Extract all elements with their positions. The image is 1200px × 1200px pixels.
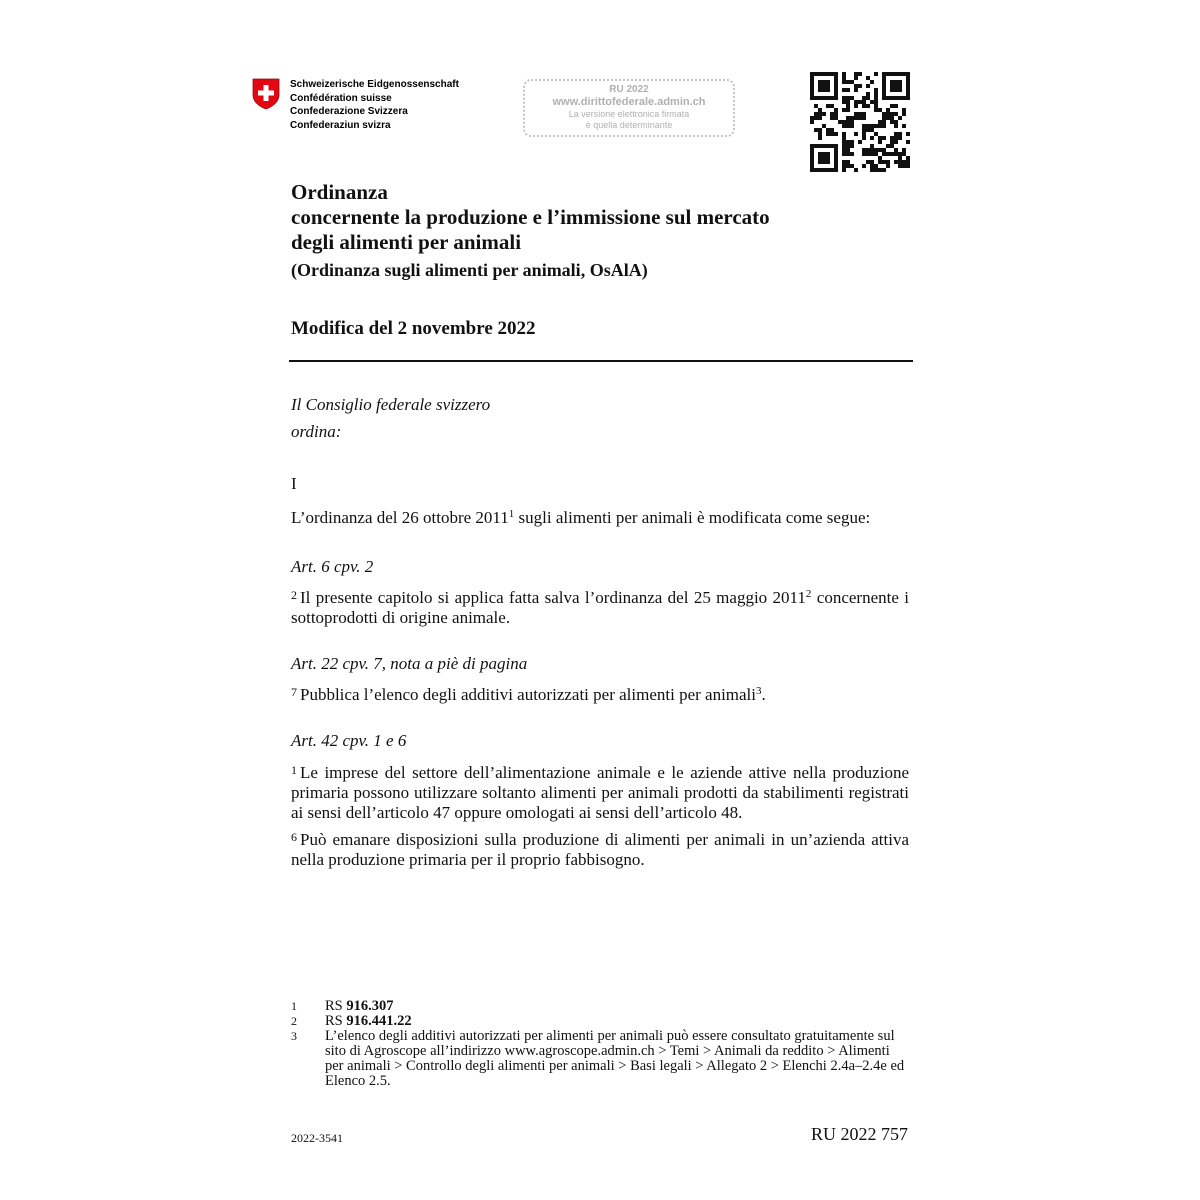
footnote-3 — [291, 1029, 911, 1089]
confederation-name-rm: Confederaziun svizra — [290, 119, 391, 131]
stamp-line-4: è quella determinante — [585, 120, 673, 130]
footnote-ref-2[interactable]: 2 — [805, 588, 812, 600]
stamp-line-2: www.dirittofederale.admin.ch — [552, 96, 706, 108]
paragraph-text: Il presente capitolo si applica fatta salva l’ordinanza del 25 maggio 2011 — [300, 588, 806, 607]
ordinance-title — [291, 180, 931, 255]
confederation-name-it: Confederazione Svizzera — [290, 106, 408, 117]
footnote-2 — [291, 1014, 911, 1029]
footnote-text — [325, 999, 911, 1014]
confederation-name-de: Schweizerische Eidgenossenschaft — [290, 79, 459, 90]
footnote-ref-3[interactable]: 3 — [756, 685, 762, 697]
official-publication-stamp — [523, 79, 735, 137]
paragraph-text: Le imprese del settore dell’alimentazione animale e le aziende attive nella produzione primaria possono utilizzare soltanto alimenti per animali prodotti da stabilimenti registrati ai sensi dell’articolo 47 oppure omologati ai sensi dell’articolo 48. — [291, 763, 909, 822]
document-number: 2022-3541 — [291, 1131, 343, 1145]
title-line-3: degli alimenti per animali — [291, 230, 522, 254]
footnote-ref-number: 916.441.22 — [346, 1013, 412, 1029]
article-42-paragraph-6 — [291, 827, 909, 870]
article-6-paragraph — [291, 585, 909, 628]
footnote-text — [325, 1014, 911, 1029]
paragraph-text-end: concernente i sottoprodotti di origine animale. — [291, 588, 909, 627]
paragraph-text: Pubblica l’elenco degli additivi autorizzati per alimenti per animali — [300, 685, 757, 704]
preamble — [291, 391, 490, 445]
paragraph-number: 6 — [291, 830, 297, 844]
article-heading-22: Art. 22 cpv. 7, nota a piè di pagina — [291, 654, 528, 673]
qr-code-icon — [810, 72, 910, 172]
short-title: (Ordinanza sugli alimenti per animali, OsAlA) — [291, 260, 648, 280]
amendment-date: Modifica del 2 novembre 2022 — [291, 318, 536, 339]
article-22-paragraph — [291, 682, 909, 705]
footnote-number: 1 — [291, 999, 297, 1013]
section-lead-text-end: sugli alimenti per animali è modificata come segue: — [514, 508, 871, 527]
footnote-number: 2 — [291, 1014, 297, 1028]
footnote-prefix: RS — [325, 1013, 347, 1029]
article-42-paragraph-1 — [291, 760, 909, 823]
footnote-text: L’elenco degli additivi autorizzati per alimenti per animali può essere consultato gratuitamente sul sito di Agroscope all’indirizzo www.agroscope.admin.ch > Temi > Animali da reddito > Alimenti per animali > Controllo degli alimenti per animali > Basi legali > Allegato 2 > Elenchi 2.4a–2.4e ed Elenco 2.5. — [325, 1028, 905, 1089]
confederation-name-fr: Confédération suisse — [290, 92, 392, 104]
title-divider — [289, 360, 913, 362]
footnote-1 — [291, 999, 911, 1014]
title-line-2: concernente la produzione e l’immissione sul mercato — [291, 205, 770, 229]
paragraph-text: Può emanare disposizioni sulla produzione di alimenti per animali in un’azienda attiva nella produzione primaria per il proprio fabbisogno. — [291, 830, 909, 869]
official-compilation-reference: RU 2022 757 — [810, 1124, 908, 1144]
section-lead-text: L’ordinanza del 26 ottobre 2011 — [291, 508, 509, 527]
title-line-1: Ordinanza — [291, 180, 388, 204]
article-heading-42: Art. 42 cpv. 1 e 6 — [291, 731, 407, 750]
swiss-cross-emblem-icon — [252, 78, 280, 110]
paragraph-text-end: . — [761, 685, 766, 704]
preamble-line-2: ordina: — [291, 422, 342, 441]
section-number: I — [291, 474, 297, 493]
paragraph-number: 7 — [291, 685, 297, 699]
footnotes — [291, 999, 911, 1089]
confederation-names — [290, 78, 459, 132]
footnote-ref-number: 916.307 — [346, 998, 394, 1014]
section-lead — [291, 508, 870, 528]
stamp-line-3: La versione elettronica firmata — [568, 109, 690, 119]
stamp-line-1: RU 2022 — [609, 84, 649, 95]
footnote-prefix: RS — [325, 998, 347, 1014]
footnote-number: 3 — [291, 1029, 297, 1043]
article-heading-6: Art. 6 cpv. 2 — [291, 557, 374, 576]
paragraph-number: 2 — [291, 588, 297, 602]
footnote-ref-1[interactable]: 1 — [508, 508, 515, 520]
preamble-line-1: Il Consiglio federale svizzero — [291, 395, 491, 414]
paragraph-number: 1 — [291, 763, 297, 777]
